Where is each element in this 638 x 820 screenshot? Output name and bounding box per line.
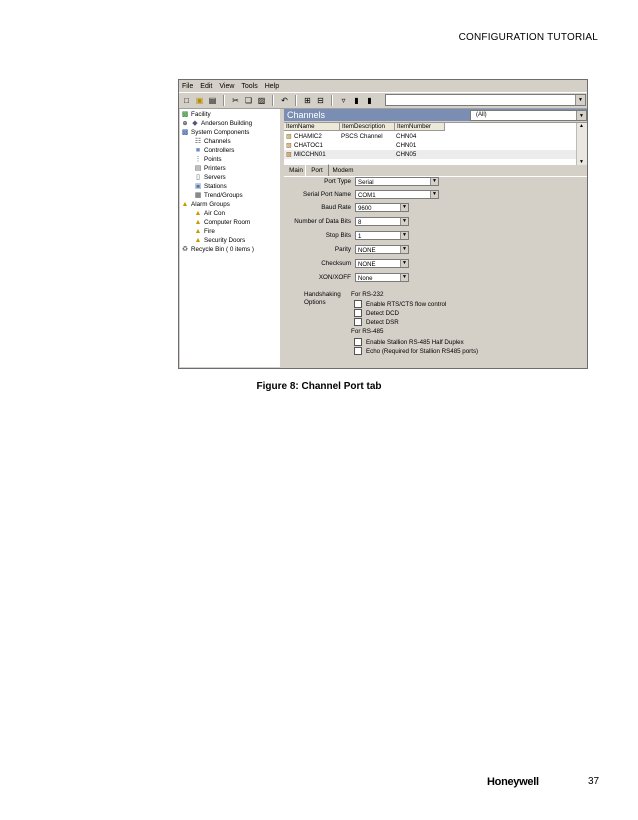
menu-tools[interactable]: Tools — [241, 82, 258, 90]
delete-icon[interactable]: ▮ — [367, 95, 372, 105]
channels-icon: ☷ — [194, 137, 202, 145]
serial-port-name-value: COM1 — [358, 192, 376, 199]
column-header-itemdescription[interactable]: ItemDescription — [340, 123, 395, 131]
tree-label: Stations — [204, 183, 227, 190]
baud-rate-select[interactable] — [355, 203, 409, 212]
tree-item-anderson-building[interactable] — [181, 119, 252, 128]
station-icon: ▣ — [194, 182, 202, 190]
undo-icon[interactable]: ↶ — [281, 95, 288, 105]
chevron-down-icon[interactable]: ▼ — [400, 204, 408, 211]
tree-label: Recycle Bin ( 0 items ) — [191, 246, 254, 253]
toolbar-separator — [295, 95, 297, 106]
menu-help[interactable]: Help — [264, 82, 280, 90]
tree-label: Printers — [204, 165, 226, 172]
chevron-down-icon[interactable]: ▼ — [575, 95, 585, 105]
row-item-name: CHAMIC2 — [294, 133, 322, 140]
echo-checkbox[interactable] — [354, 347, 478, 355]
baud-rate-label: Baud Rate — [321, 204, 351, 211]
table-row[interactable] — [284, 141, 576, 150]
tree-item-controllers[interactable] — [194, 146, 234, 155]
channels-title-bar — [284, 109, 587, 121]
tree-label: Air Con — [204, 210, 225, 217]
channel-row-icon: ▧ — [286, 142, 292, 149]
controllers-icon: ■ — [195, 146, 201, 154]
tree-label: Computer Room — [204, 219, 251, 226]
xon-xoff-select[interactable] — [355, 273, 409, 282]
tree-item-computer-room[interactable] — [194, 218, 250, 227]
page-number: 37 — [588, 776, 600, 787]
tree-item-stations[interactable] — [194, 182, 227, 191]
tree-label: Points — [204, 156, 222, 163]
toolbar-separator — [272, 95, 274, 106]
new-icon[interactable]: □ — [184, 95, 189, 105]
checkbox-box[interactable] — [354, 300, 362, 308]
menu-file[interactable]: File — [182, 82, 194, 90]
stop-bits-label: Stop Bits — [325, 232, 351, 239]
chevron-down-icon[interactable]: ▼ — [400, 274, 408, 281]
facility-icon: ▩ — [181, 110, 189, 118]
tree-item-air-con[interactable] — [194, 209, 225, 218]
options-label: Options — [304, 299, 326, 306]
scroll-down-icon[interactable]: ▼ — [579, 159, 584, 165]
port-type-select[interactable] — [355, 177, 439, 186]
alarm-bell-icon: ▲ — [194, 227, 202, 235]
menu-view[interactable]: View — [219, 82, 235, 90]
system-components-icon: ▩ — [181, 128, 189, 136]
stop-bits-select[interactable] — [355, 231, 409, 240]
serial-port-name-label: Serial Port Name — [303, 191, 351, 198]
scroll-up-icon[interactable]: ▲ — [579, 123, 584, 129]
checkbox-label: Detect DCD — [366, 309, 400, 317]
collapse-tree-icon[interactable]: ⊟ — [317, 95, 324, 105]
points-icon: ⋮ — [194, 155, 202, 163]
column-header-itemname[interactable]: ItemName — [284, 123, 340, 131]
copy-icon[interactable]: ❏ — [244, 95, 253, 105]
cut-icon[interactable]: ✂ — [232, 95, 239, 105]
handshaking-label: Handshaking — [304, 291, 341, 298]
tree-label: Security Doors — [204, 237, 246, 244]
tree-label: Facility — [191, 111, 211, 118]
checksum-label: Checksum — [321, 260, 351, 267]
rts-cts-checkbox[interactable] — [354, 300, 446, 308]
figure-caption: Figure 8: Channel Port tab — [256, 381, 382, 392]
tree-item-facility[interactable] — [181, 110, 211, 119]
tree-label: Fire — [204, 228, 215, 235]
detect-dsr-checkbox[interactable] — [354, 318, 399, 326]
checkbox-box[interactable] — [354, 318, 362, 326]
rs485-section-label: For RS-485 — [351, 328, 384, 335]
menu-bar — [179, 80, 587, 92]
checkbox-label: Enable RTS/CTS flow control — [366, 300, 447, 308]
menu-edit[interactable]: Edit — [200, 82, 213, 90]
row-item-name: MICCHN01 — [294, 151, 326, 158]
recycle-bin-icon: ♻ — [181, 245, 189, 253]
tree-label: Trend/Groups — [204, 192, 243, 199]
filter-value: (All) — [476, 112, 487, 118]
data-bits-select[interactable] — [355, 217, 409, 226]
channel-row-icon: ▧ — [286, 151, 292, 158]
tab-modem[interactable]: Modem — [332, 167, 354, 174]
tree-item-system-components[interactable] — [181, 128, 249, 137]
checkbox-box[interactable] — [354, 338, 362, 346]
navigation-tree — [180, 109, 280, 367]
tab-port[interactable]: Port — [305, 164, 329, 177]
tab-main[interactable]: Main — [289, 167, 303, 174]
app-window — [178, 79, 588, 369]
chevron-down-icon[interactable]: ▼ — [576, 111, 586, 120]
filter-icon[interactable]: ▿ — [341, 95, 346, 105]
chevron-down-icon[interactable]: ▼ — [400, 260, 408, 267]
data-bits-value: 8 — [358, 219, 362, 226]
tree-label: Anderson Building — [201, 120, 253, 127]
expand-plus-icon[interactable]: ⊕ — [182, 120, 188, 127]
tree-item-points[interactable] — [194, 155, 222, 164]
properties-icon[interactable]: ▮ — [354, 95, 359, 105]
xon-xoff-value: None — [358, 275, 373, 282]
tree-item-channels[interactable] — [194, 137, 231, 146]
detail-pane — [284, 109, 587, 367]
table-row[interactable] — [284, 132, 576, 141]
expand-tree-icon[interactable]: ⊞ — [304, 95, 311, 105]
checksum-value: NONE — [358, 261, 376, 268]
alarm-bell-icon: ▲ — [194, 236, 202, 244]
alarm-bell-icon: ▲ — [194, 218, 202, 226]
trend-icon: ▦ — [194, 191, 202, 199]
checkbox-label: Echo (Required for Stallion RS485 ports) — [366, 347, 479, 355]
detect-dcd-checkbox[interactable] — [354, 309, 399, 317]
checkbox-label: Detect DSR — [366, 318, 399, 326]
stop-bits-value: 1 — [358, 233, 362, 240]
tree-label: Controllers — [204, 147, 235, 154]
parity-select[interactable] — [355, 245, 409, 254]
tree-label: Channels — [204, 138, 231, 145]
open-icon[interactable]: ▣ — [195, 95, 204, 105]
grid-scrollbar[interactable] — [576, 123, 587, 165]
tree-item-alarm-groups[interactable] — [181, 200, 230, 209]
alarm-bell-icon: ▲ — [194, 209, 202, 217]
parity-value: NONE — [358, 247, 376, 254]
tree-item-printers[interactable] — [194, 164, 226, 173]
data-bits-label: Number of Data Bits — [294, 218, 351, 225]
serial-port-name-select[interactable] — [355, 190, 439, 199]
paste-icon[interactable]: ▨ — [257, 95, 266, 105]
rs232-section-label: For RS-232 — [351, 291, 384, 298]
row-item-number: CHN05 — [396, 151, 417, 158]
stallion-half-duplex-checkbox[interactable] — [354, 338, 464, 346]
port-type-value: Serial — [358, 179, 374, 186]
parity-label: Parity — [334, 246, 351, 253]
tree-label: System Components — [191, 129, 250, 136]
table-row-selected[interactable] — [284, 150, 576, 159]
checkbox-box[interactable] — [354, 347, 362, 355]
row-item-number: CHN01 — [396, 142, 417, 149]
xon-xoff-label: XON/XOFF — [318, 274, 351, 281]
port-settings-panel — [284, 176, 587, 368]
chevron-down-icon[interactable]: ▼ — [430, 191, 438, 198]
channel-row-icon: ▧ — [286, 133, 292, 140]
filter-dropdown[interactable] — [470, 110, 587, 121]
tree-item-fire[interactable] — [194, 227, 215, 236]
checksum-select[interactable] — [355, 259, 409, 268]
tree-label: Alarm Groups — [191, 201, 230, 208]
tree-item-recycle-bin[interactable] — [181, 245, 254, 254]
column-header-itemnumber[interactable]: ItemNumber — [395, 123, 445, 131]
checkbox-label: Enable Stallion RS-485 Half Duplex — [366, 338, 464, 346]
server-icon: ▯ — [196, 173, 200, 181]
save-icon[interactable]: ▤ — [208, 95, 217, 105]
chevron-down-icon[interactable]: ▼ — [400, 246, 408, 253]
tree-item-trend-groups[interactable] — [194, 191, 243, 200]
alarm-group-icon: ▲ — [181, 200, 189, 208]
honeywell-logo: Honeywell — [487, 776, 539, 788]
toolbar-separator — [223, 95, 225, 106]
row-item-description: PSCS Channel — [341, 133, 383, 140]
tab-strip — [284, 164, 587, 176]
channels-grid — [284, 122, 587, 165]
row-item-name: CHATOC1 — [294, 142, 323, 149]
printer-icon: ▤ — [194, 164, 202, 172]
page-header-title: CONFIGURATION TUTORIAL — [458, 32, 598, 43]
chevron-down-icon[interactable]: ▼ — [400, 218, 408, 225]
tree-label: Servers — [204, 174, 226, 181]
chevron-down-icon[interactable]: ▼ — [430, 178, 438, 185]
port-type-label: Port Type — [324, 178, 351, 185]
toolbar-dropdown[interactable] — [385, 94, 586, 106]
tree-item-servers[interactable] — [194, 173, 226, 182]
baud-rate-value: 9600 — [358, 205, 372, 212]
chevron-down-icon[interactable]: ▼ — [400, 232, 408, 239]
toolbar-separator — [331, 95, 333, 106]
row-item-number: CHN04 — [396, 133, 417, 140]
channels-title: Channels — [287, 110, 326, 120]
checkbox-box[interactable] — [354, 309, 362, 317]
tree-item-security-doors[interactable] — [194, 236, 245, 245]
building-icon: ◆ — [192, 119, 198, 127]
